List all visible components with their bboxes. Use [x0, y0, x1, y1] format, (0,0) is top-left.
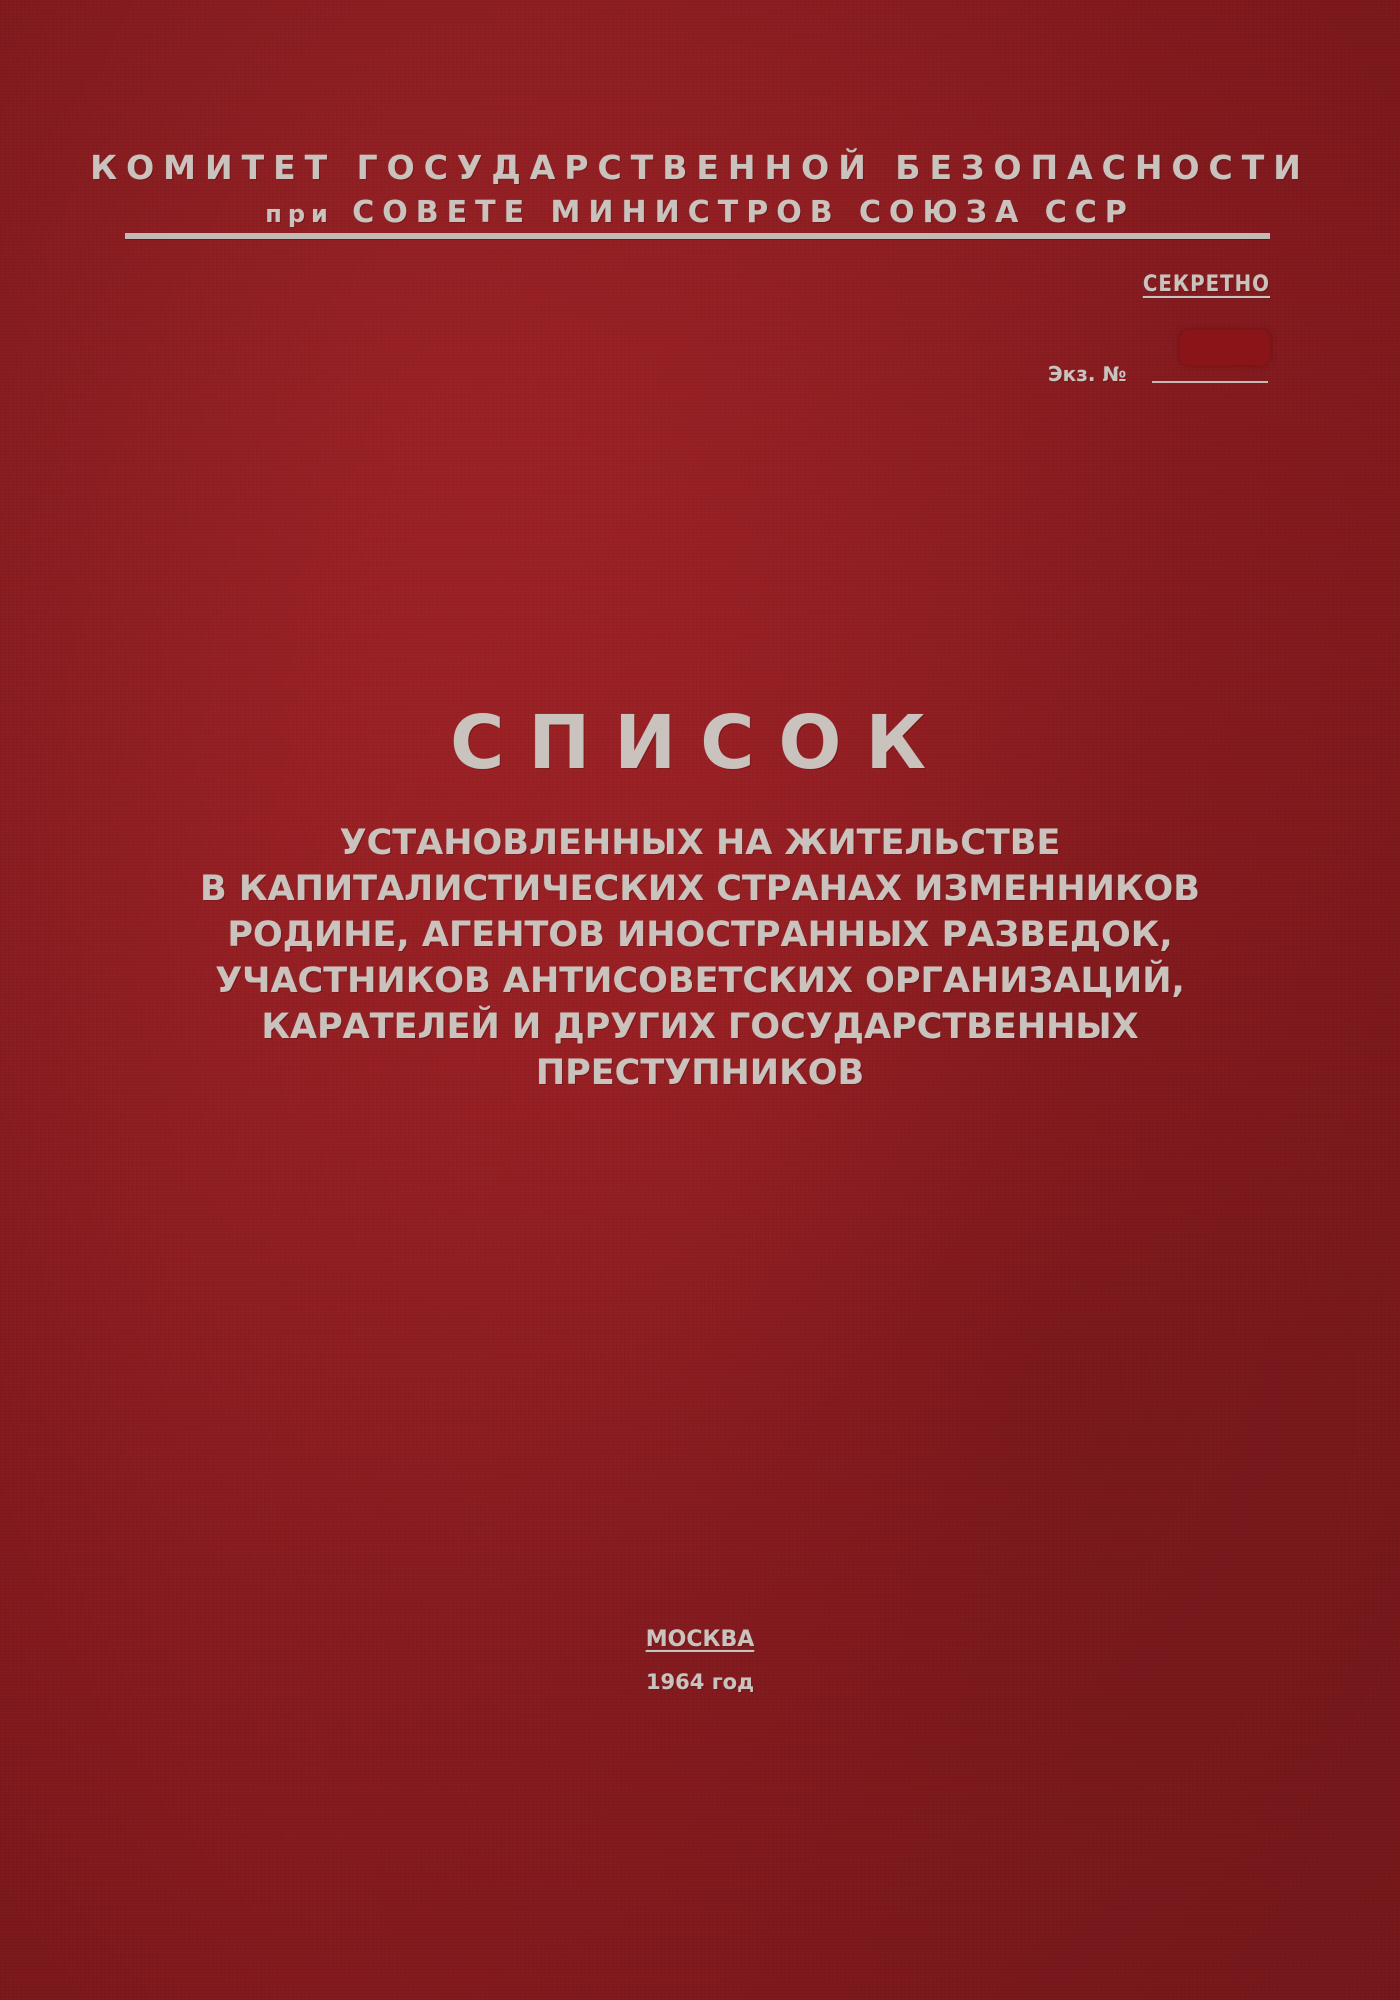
issuing-authority-subline [60, 195, 1340, 230]
subtitle-line: КАРАТЕЛЕЙ И ДРУГИХ ГОСУДАРСТВЕННЫХ [261, 1007, 1139, 1047]
redacted-copy-number [1180, 330, 1270, 365]
document-subtitle [70, 820, 1330, 1096]
issuing-authority-prefix: при [265, 200, 334, 228]
header-divider [125, 233, 1270, 239]
subtitle-line: РОДИНЕ, АГЕНТОВ ИНОСТРАННЫХ РАЗВЕДОК, [227, 915, 1173, 955]
imprint-city: МОСКВА [645, 1627, 755, 1652]
issuing-authority: КОМИТЕТ ГОСУДАРСТВЕННОЙ БЕЗОПАСНОСТИ [90, 148, 1310, 187]
subtitle-line: ПРЕСТУПНИКОВ [535, 1053, 865, 1093]
copy-number-label: Экз. № [1048, 362, 1127, 386]
issuing-authority-council: СОВЕТЕ МИНИСТРОВ СОЮЗА ССР [352, 195, 1135, 230]
subtitle-line: В КАПИТАЛИСТИЧЕСКИХ СТРАНАХ ИЗМЕННИКОВ [200, 869, 1200, 909]
subtitle-line: УЧАСТНИКОВ АНТИСОВЕТСКИХ ОРГАНИЗАЦИЙ, [215, 961, 1185, 1001]
copy-number-blank-line [1152, 381, 1268, 383]
document-title: СПИСОК [450, 700, 950, 786]
subtitle-line: УСТАНОВЛЕННЫХ НА ЖИТЕЛЬСТВЕ [339, 823, 1061, 863]
classification-stamp: СЕКРЕТНО [1142, 272, 1270, 297]
imprint-year: 1964 год [645, 1670, 755, 1694]
